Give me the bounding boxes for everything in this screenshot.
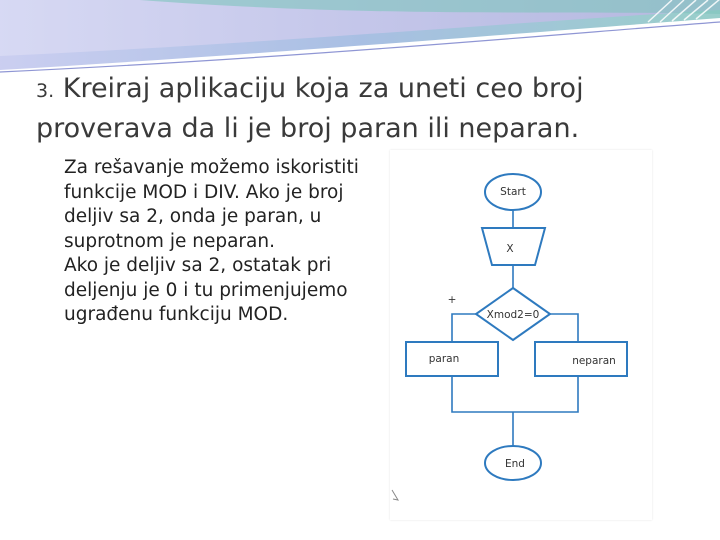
input-label: X [506,243,514,255]
flowchart [390,150,652,520]
body-paragraph-1: Za rešavanje možemo iskoristiti funkcije MOD i DIV. Ako je broj deljiv sa 2, onda je paran, u suprotnom je neparan. [64,157,359,252]
header-banner [0,0,720,80]
body-text [64,156,384,328]
connector-decision-neparan [550,314,578,342]
title-number: 3. [36,80,55,102]
connector-decision-paran [452,314,477,342]
cursor-mark-icon [392,490,398,500]
end-label: End [505,458,525,470]
paran-label: paran [428,353,460,365]
title-text: Kreiraj aplikaciju koja za uneti ceo broj proverava da li je broj paran ili neparan. [36,73,584,144]
neparan-label: neparan [572,355,616,367]
body-paragraph-2: Ako je deljiv sa 2, ostatak pri deljenju je 0 i tu primenjujemo ugrađenu funkciju MOD. [64,255,348,325]
slide-title [36,70,676,147]
start-label: Start [500,186,526,198]
decision-label: Xmod2=0 [486,309,540,321]
true-branch-mark: + [447,294,457,306]
connector-paran-merge [452,376,578,412]
